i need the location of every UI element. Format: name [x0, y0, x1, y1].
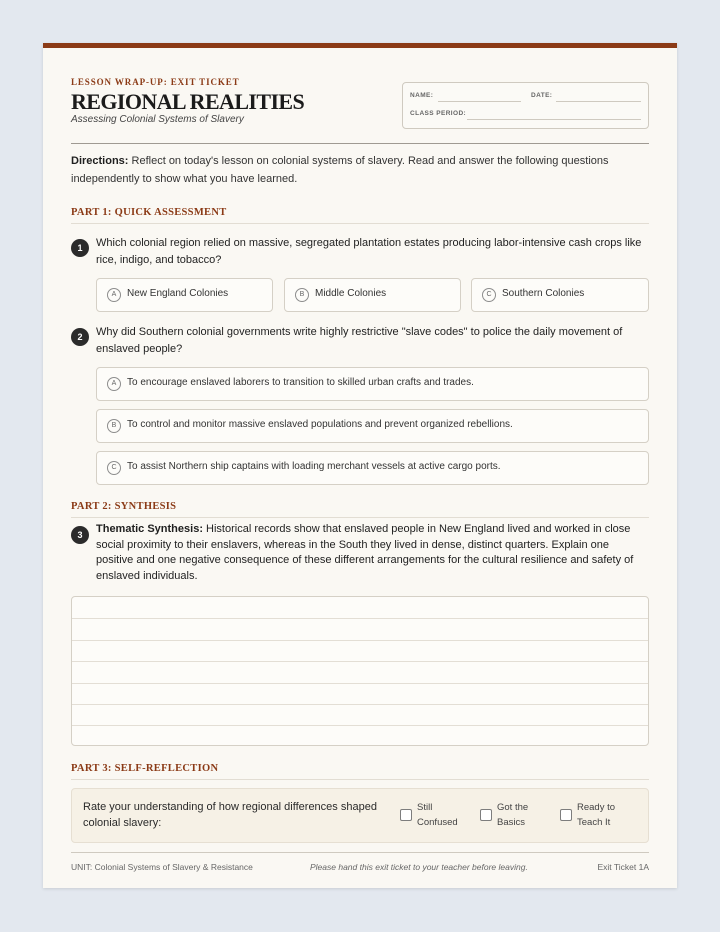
footer-unit: UNIT: Colonial Systems of Slavery & Resistance: [71, 862, 253, 872]
q2-option-c-text: To assist Northern ship captains with loading merchant vessels at active cargo ports.: [127, 461, 501, 472]
response-line: [72, 640, 648, 641]
page-title: REGIONAL REALITIES: [71, 89, 305, 114]
page-content: [71, 48, 649, 888]
class-period-field[interactable]: [467, 119, 641, 120]
header-divider: [71, 143, 649, 144]
q2-option-b-text: To control and monitor massive enslaved populations and prevent organized rebellions.: [127, 419, 513, 430]
question-2-text: Why did Southern colonial governments write highly restrictive "slave codes" to police the daily movement of enslaved people?: [96, 326, 623, 355]
got-the-basics-label: Got the Basics: [497, 802, 529, 828]
q2-option-c[interactable]: [96, 451, 649, 485]
name-label: NAME:: [410, 92, 434, 99]
ready-to-teach-label: Ready to Teach It: [577, 802, 616, 828]
exit-ticket-page: [43, 43, 677, 888]
question-1-text: Which colonial region relied on massive, segregated plantation estates producing labor-intensive cash crops like rice, indigo, and tobacco?: [96, 237, 642, 266]
class-period-label: CLASS PERIOD:: [410, 110, 467, 117]
q2-option-b-letter: B: [107, 419, 121, 433]
question-3-prompt: Historical records show that enslaved people in New England lived and worked in close social proximity to their enslavers, whereas in the South they lived in dense, distinct quarters. Explain one positive and one negative consequence of these different arrangements for the cultural resilience and safety of enslaved individuals.: [96, 523, 634, 582]
q1-option-a-text: New England Colonies: [127, 288, 229, 299]
q2-option-a[interactable]: [96, 367, 649, 401]
directions-label: Directions:: [71, 155, 129, 167]
question-2-number: 2: [71, 328, 89, 346]
student-info-box: [402, 82, 649, 129]
footer-divider: [71, 852, 649, 853]
got-the-basics-checkbox[interactable]: [480, 809, 492, 821]
date-field[interactable]: [556, 101, 641, 102]
still-confused-checkbox[interactable]: [400, 809, 412, 821]
question-1-number: 1: [71, 239, 89, 257]
response-line: [72, 704, 648, 705]
still-confused-label: Still Confused: [417, 802, 458, 828]
part1-heading: PART 1: QUICK ASSESSMENT: [71, 207, 649, 224]
part2-heading: PART 2: SYNTHESIS: [71, 501, 649, 518]
response-line: [72, 683, 648, 684]
q1-option-c-text: Southern Colonies: [502, 288, 585, 299]
q2-option-a-text: To encourage enslaved laborers to transition to skilled urban crafts and trades.: [127, 377, 474, 388]
question-3-label: Thematic Synthesis:: [96, 523, 203, 535]
date-label: DATE:: [531, 92, 553, 99]
directions-text: Reflect on today's lesson on colonial systems of slavery. Read and answer the following questions independently to show what you have learned.: [71, 155, 609, 185]
response-area[interactable]: [71, 596, 649, 746]
ready-to-teach-checkbox[interactable]: [560, 809, 572, 821]
q2-option-b[interactable]: [96, 409, 649, 443]
directions: [71, 152, 649, 188]
q1-option-b[interactable]: [284, 278, 461, 312]
response-line: [72, 618, 648, 619]
q1-option-c-letter: C: [482, 288, 496, 302]
self-reflection-box: [71, 788, 649, 843]
footer-ticket-id: Exit Ticket 1A: [597, 862, 649, 872]
q1-option-b-letter: B: [295, 288, 309, 302]
response-line: [72, 725, 648, 726]
q1-option-a-letter: A: [107, 288, 121, 302]
name-field[interactable]: [438, 101, 521, 102]
page-subtitle: Assessing Colonial Systems of Slavery: [71, 114, 244, 125]
q1-option-b-text: Middle Colonies: [315, 288, 387, 299]
question-3-number: 3: [71, 526, 89, 544]
q1-option-c[interactable]: [471, 278, 649, 312]
q2-option-a-letter: A: [107, 377, 121, 391]
eyebrow-label: LESSON WRAP-UP: EXIT TICKET: [71, 77, 240, 87]
q2-option-c-letter: C: [107, 461, 121, 475]
q1-option-a[interactable]: [96, 278, 273, 312]
self-reflection-prompt: Rate your understanding of how regional differences shaped colonial slavery:: [83, 801, 377, 829]
response-line: [72, 661, 648, 662]
question-3-text: [96, 522, 649, 584]
footer-note: Please hand this exit ticket to your teacher before leaving.: [310, 862, 528, 872]
part3-heading: PART 3: SELF-REFLECTION: [71, 763, 649, 780]
